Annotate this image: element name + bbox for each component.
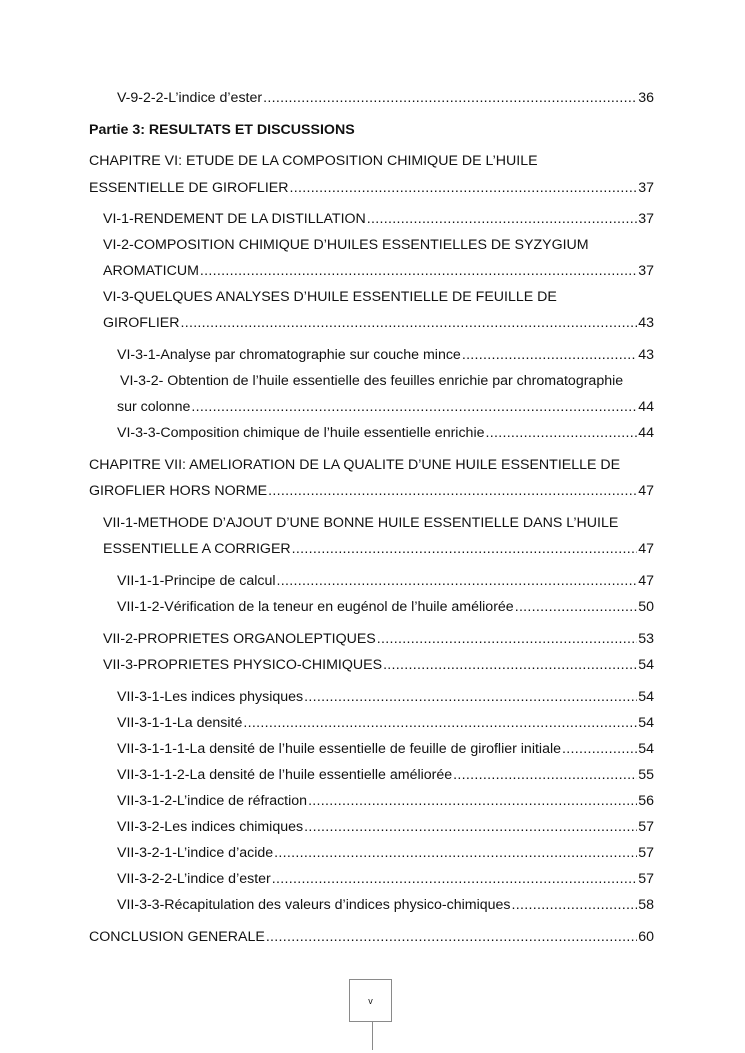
toc-entry-title: VII-1-METHODE D’AJOUT D’UNE BONNE HUILE ESSENTIELLE DANS L’HUILE (103, 515, 619, 531)
toc-entry-title: VII-3-1-1-2-La densité de l’huile essentielle améliorée (117, 767, 453, 783)
toc-entry (89, 179, 654, 197)
toc-entry (117, 346, 654, 364)
toc-entry-title: VII-3-2-1-L’indice d’acide (117, 845, 274, 861)
dot-leader (383, 656, 637, 674)
toc-entry-line (120, 372, 654, 390)
toc-entry-title: AROMATICUM (103, 263, 199, 279)
toc-entry-page: 44 (638, 425, 654, 441)
toc-entry (89, 928, 654, 946)
dot-leader (308, 792, 637, 810)
dot-leader (453, 766, 637, 784)
toc-entry-page: 58 (638, 897, 654, 913)
toc-entry-line (103, 288, 654, 306)
toc-entry-title: VI-1-RENDEMENT DE LA DISTILLATION (103, 211, 366, 227)
toc-entry-title: VII-1-1-Principe de calcul (117, 573, 276, 589)
toc-entry (117, 740, 654, 758)
toc-entry-title: VI-3-1-Analyse par chromatographie sur couche mince (117, 347, 461, 363)
toc-entry (103, 630, 654, 648)
toc-entry (117, 572, 654, 590)
toc-entry-page: 47 (638, 483, 654, 499)
dot-leader (367, 210, 637, 228)
toc-entry-title: VI-3-2- Obtention de l’huile essentielle des feuilles enrichie par chromatographie (120, 373, 624, 389)
toc-entry-title: VII-3-2-2-L’indice d’ester (117, 871, 271, 887)
toc-entry (117, 714, 654, 732)
page-number: v (368, 996, 373, 1006)
dot-leader (485, 424, 637, 442)
dot-leader (377, 630, 637, 648)
dot-leader (562, 740, 637, 758)
toc-entry-page: 43 (638, 347, 654, 363)
toc-entry-page: 54 (638, 657, 654, 673)
toc-entry (103, 314, 654, 332)
toc-entry-title: VII-3-1-1-La densité (117, 715, 243, 731)
toc-entry (103, 540, 654, 558)
dot-leader (292, 540, 638, 558)
dot-leader (191, 398, 637, 416)
toc-entry-page: 50 (638, 599, 654, 615)
toc-entry (117, 424, 654, 442)
toc-entry-page: 57 (638, 845, 654, 861)
toc-entry-title: GIROFLIER HORS NORME (89, 483, 268, 499)
toc-entry (117, 688, 654, 706)
toc-entry-title: ESSENTIELLE DE GIROFLIER (89, 180, 289, 196)
toc-entry-page: 54 (638, 689, 654, 705)
toc-entry (117, 766, 654, 784)
toc-entry (117, 89, 654, 107)
toc-entry-page: 57 (638, 819, 654, 835)
toc-entry (117, 870, 654, 888)
part-heading-title: Partie 3: RESULTATS ET DISCUSSIONS (89, 122, 355, 138)
dot-leader (266, 928, 637, 946)
toc-entry-page: 43 (638, 315, 654, 331)
dot-leader (304, 818, 637, 836)
toc-entry-title: GIROFLIER (103, 315, 180, 331)
toc-entry-page: 44 (638, 399, 654, 415)
toc-entry-page: 56 (638, 793, 654, 809)
toc-entry-title: VI-2-COMPOSITION CHIMIQUE D’HUILES ESSENTIELLES DE SYZYGIUM (103, 237, 589, 253)
dot-leader (243, 714, 637, 732)
toc-entry-title: VII-2-PROPRIETES ORGANOLEPTIQUES (103, 631, 376, 647)
toc-entry-title: VII-3-2-Les indices chimiques (117, 819, 304, 835)
toc-entry (117, 818, 654, 836)
toc-entry (103, 210, 654, 228)
toc-entry (117, 598, 654, 616)
toc-entry-title: ESSENTIELLE A CORRIGER (103, 541, 291, 557)
toc-entry-title: CONCLUSION GENERALE (89, 929, 265, 945)
part-heading (89, 121, 654, 139)
toc-entry-page: 47 (638, 541, 654, 557)
dot-leader (512, 896, 638, 914)
dot-leader (304, 688, 637, 706)
toc-entry-page: 37 (638, 180, 654, 196)
chapter-heading-line (89, 152, 654, 170)
toc-entry-line (103, 514, 654, 532)
toc-entry-page: 55 (638, 767, 654, 783)
toc-entry-page: 53 (638, 631, 654, 647)
toc-entry-title: sur colonne (117, 399, 191, 415)
toc-entry-line (103, 236, 654, 254)
toc-entry-title: VII-3-PROPRIETES PHYSICO-CHIMIQUES (103, 657, 383, 673)
toc-entry-title: VI-3-3-Composition chimique de l’huile essentielle enrichie (117, 425, 485, 441)
dot-leader (515, 598, 638, 616)
toc-entry-title: VII-3-1-1-1-La densité de l’huile essentielle de feuille de giroflier initiale (117, 741, 562, 757)
toc-entry-title: VII-3-3-Récapitulation des valeurs d’indices physico-chimiques (117, 897, 511, 913)
dot-leader (263, 89, 637, 107)
chapter-heading-title: CHAPITRE VI: ETUDE DE LA COMPOSITION CHIMIQUE DE L’HUILE (89, 153, 538, 169)
toc-entry-page: 54 (638, 715, 654, 731)
dot-leader (200, 262, 637, 280)
toc-entry-title: VI-3-QUELQUES ANALYSES D’HUILE ESSENTIELLE DE FEUILLE DE (103, 289, 557, 305)
toc-entry-title: VII-3-1-2-L’indice de réfraction (117, 793, 308, 809)
toc-entry (117, 398, 654, 416)
toc-entry-page: 47 (638, 573, 654, 589)
toc-entry (103, 262, 654, 280)
dot-leader (462, 346, 637, 364)
dot-leader (272, 870, 637, 888)
toc-entry-page: 36 (638, 90, 654, 106)
toc-entry (117, 896, 654, 914)
toc-entry-page: 60 (638, 929, 654, 945)
toc-entry-title: V-9-2-2-L’indice d’ester (117, 90, 263, 106)
toc-entry (89, 482, 654, 500)
toc-entry (117, 844, 654, 862)
chapter-heading-title: CHAPITRE VII: AMELIORATION DE LA QUALITE D’UNE HUILE ESSENTIELLE DE (89, 457, 621, 473)
toc-entry-page: 54 (638, 741, 654, 757)
toc-entry-page: 57 (638, 871, 654, 887)
page-number-box (349, 979, 392, 1022)
page-number-stem (372, 1022, 373, 1050)
toc-entry-title: VII-3-1-Les indices physiques (117, 689, 304, 705)
toc-entry-page: 37 (638, 211, 654, 227)
toc-entry-title: VII-1-2-Vérification de la teneur en eugénol de l’huile améliorée (117, 599, 514, 615)
toc-entry (103, 656, 654, 674)
chapter-heading-line (89, 456, 654, 474)
toc-entry (117, 792, 654, 810)
dot-leader (277, 572, 638, 590)
toc-entry-page: 37 (638, 263, 654, 279)
dot-leader (289, 179, 637, 197)
dot-leader (274, 844, 637, 862)
dot-leader (268, 482, 637, 500)
dot-leader (180, 314, 637, 332)
